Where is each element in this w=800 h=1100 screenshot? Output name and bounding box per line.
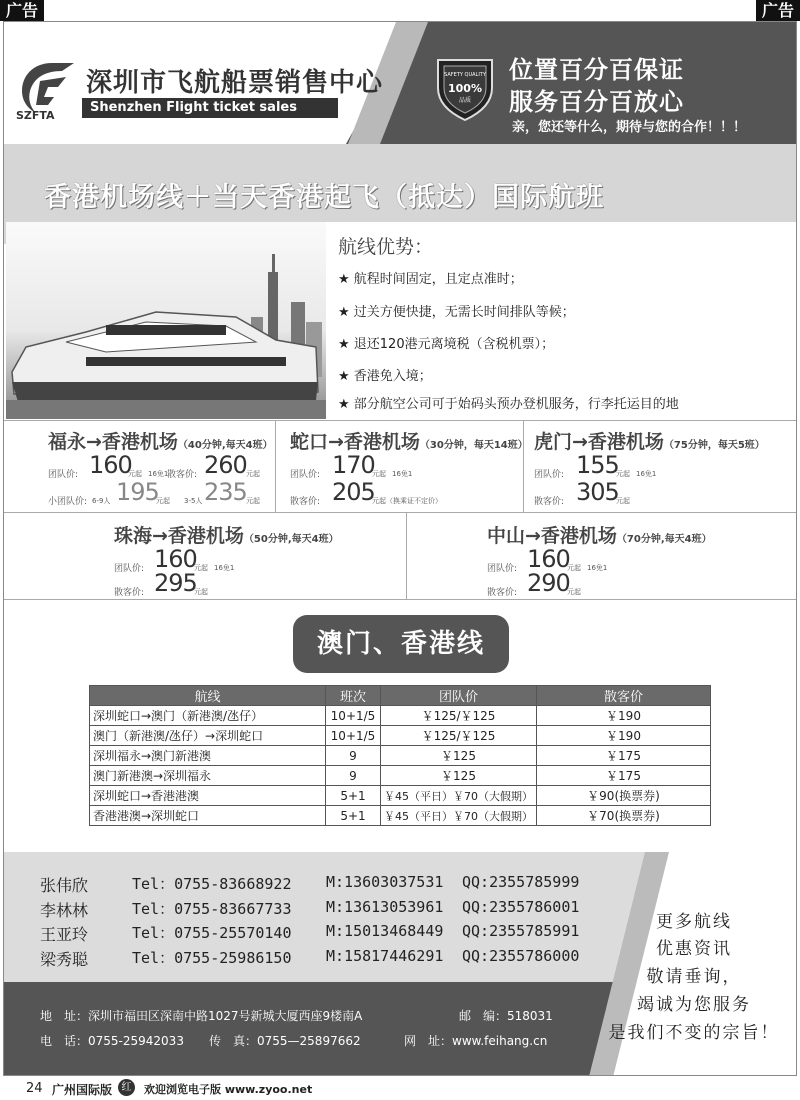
contact-name: 李林林	[40, 901, 89, 920]
price-unit: 元起	[246, 470, 260, 478]
route-card-zhongshan	[407, 513, 796, 599]
cell-sailings: 10+1/5	[326, 706, 381, 726]
cell-individual-price: ￥175	[537, 766, 711, 786]
contact-mobile: M:15817446291	[326, 947, 444, 965]
price-value: 305	[576, 478, 619, 506]
price-extra: 16免1	[148, 470, 169, 478]
advantage-item: ★ 过关方便快捷，无需长时间排队等候；	[338, 305, 575, 320]
logo-text: SZFTA	[16, 109, 55, 121]
cell-sailings: 10+1/5	[326, 726, 381, 746]
more-routes-text: 更多航线	[656, 912, 732, 932]
fax-text: 传 真：0755—25897662	[209, 1034, 361, 1048]
price-label: 小团队价:	[48, 497, 88, 507]
ad-label-left: 广告	[0, 0, 44, 21]
cell-individual-price: ￥190	[537, 706, 711, 726]
price-value: 205	[332, 478, 375, 506]
advantages-title: 航线优势：	[338, 236, 434, 258]
slogan-2: 服务百分百放心	[509, 88, 684, 116]
table-row	[90, 726, 711, 746]
price-unit: 元起	[194, 588, 208, 596]
price-value: 290	[527, 569, 570, 597]
col-header-group-price: 团队价	[381, 686, 537, 706]
table-row	[90, 746, 711, 766]
contact-name: 张伟欣	[40, 876, 89, 895]
route-card-humen	[524, 421, 796, 512]
route-card-fuyong	[4, 421, 276, 512]
cell-route: 深圳蛇口→香港港澳	[90, 786, 326, 806]
contact-qq: QQ:2355786000	[462, 947, 580, 965]
page-footer	[0, 1076, 800, 1100]
price-label: 团队价:	[48, 470, 79, 480]
price-extra: 3-5人	[184, 497, 203, 505]
cell-group-price: ￥45（平日）￥70（大假期）	[381, 806, 537, 826]
discount-info-text: 优惠资讯	[656, 939, 732, 959]
slogan-1: 位置百分百保证	[509, 56, 684, 84]
cell-individual-price: ￥70(换票券)	[537, 806, 711, 826]
edition-logo-icon: 红	[118, 1079, 135, 1096]
cell-individual-price: ￥190	[537, 726, 711, 746]
table-row	[90, 806, 711, 826]
contact-tel: Tel：0755-25986150	[132, 949, 292, 967]
cell-group-price: ￥125/￥125	[381, 706, 537, 726]
promo-text: 欢迎浏览电子版 www.zyoo.net	[144, 1083, 313, 1096]
price-value: 160	[154, 545, 197, 573]
cell-group-price: ￥45（平日）￥70（大假期）	[381, 786, 537, 806]
advert-page	[3, 21, 797, 1076]
price-extra: 16免1	[636, 470, 657, 478]
price-extra: 16免1	[392, 470, 413, 478]
price-unit: 元起	[156, 497, 170, 505]
price-extra: 16免1	[214, 564, 235, 572]
postcode-text: 邮 编：518031	[459, 1009, 553, 1023]
cell-individual-price: ￥175	[537, 746, 711, 766]
contact-mobile: M:15013468449	[326, 922, 444, 940]
cell-group-price: ￥125	[381, 766, 537, 786]
price-value: 235	[204, 478, 247, 506]
price-value: 160	[89, 451, 132, 479]
address-text: 地 址：深圳市福田区深南中路1027号新城大厦西座9楼南A	[40, 1009, 363, 1023]
advantage-item: ★ 香港免入境；	[338, 369, 432, 384]
contact-mobile: M:13603037531	[326, 873, 444, 891]
advantage-item: ★ 退还120港元离境税（含税机票）；	[338, 337, 555, 352]
table-row	[90, 766, 711, 786]
price-unit: 元起（换乘证不定价）	[372, 497, 442, 505]
route-card-zhuhai	[4, 513, 407, 599]
price-unit: 元起	[128, 470, 142, 478]
contact-tel: Tel：0755-83668922	[132, 875, 292, 893]
badge-arc-text: SAFETY QUALITY	[444, 72, 486, 78]
price-label: 团队价:	[114, 564, 145, 574]
price-unit: 元起	[616, 470, 630, 478]
route-title: 蛇口→香港机场（30分钟，每天14班）	[290, 431, 528, 453]
price-unit: 元起	[372, 470, 386, 478]
airport-routes-row-2	[4, 512, 796, 600]
price-label: 散客价:	[167, 470, 198, 480]
price-label: 团队价:	[290, 470, 321, 480]
cell-route: 澳门（新港澳/氹仔）→深圳蛇口	[90, 726, 326, 746]
price-value: 295	[154, 569, 197, 597]
price-unit: 元起	[567, 564, 581, 572]
price-unit: 元起	[246, 497, 260, 505]
page-number: 24	[26, 1081, 43, 1096]
cell-sailings: 5+1	[326, 806, 381, 826]
cell-route: 深圳蛇口→澳门（新港澳/氹仔）	[90, 706, 326, 726]
phone-text: 电 话：0755-25942033	[40, 1034, 184, 1048]
price-label: 散客价:	[114, 588, 145, 598]
cell-group-price: ￥125/￥125	[381, 726, 537, 746]
price-value: 195	[116, 478, 159, 506]
contact-qq: QQ:2355785991	[462, 922, 580, 940]
col-header-sailings: 班次	[326, 686, 381, 706]
cell-sailings: 9	[326, 746, 381, 766]
contact-mobile: M:13613053961	[326, 898, 444, 916]
route-title: 福永→香港机场（40分钟,每天4班）	[48, 431, 273, 453]
company-name-en: Shenzhen Flight ticket sales center	[82, 98, 338, 118]
badge-percent: 100%	[448, 82, 482, 95]
airport-routes-row-1	[4, 420, 796, 512]
company-name-cn: 深圳市飞航船票销售中心	[86, 68, 384, 98]
route-advantages	[326, 222, 796, 419]
cell-sailings: 5+1	[326, 786, 381, 806]
contact-tel: Tel：0755-25570140	[132, 924, 292, 942]
website-text: 网 址：www.feihang.cn	[404, 1034, 548, 1048]
price-label: 散客价:	[534, 497, 565, 507]
table-row	[90, 786, 711, 806]
table-row	[90, 706, 711, 726]
table-header-row	[90, 686, 711, 706]
main-title: 香港机场线＋当天香港起飞（抵达）国际航班	[44, 182, 604, 213]
szfta-logo-icon	[14, 57, 80, 121]
tenet-text: 是我们不变的宗旨！	[608, 1023, 780, 1043]
price-value: 155	[576, 451, 619, 479]
ferry-photo	[6, 222, 326, 419]
edition-name: 广州国际版	[52, 1083, 113, 1097]
fare-table	[89, 685, 711, 826]
route-title: 珠海→香港机场（50分钟,每天4班）	[114, 525, 339, 547]
price-unit: 元起	[194, 564, 208, 572]
price-extra: 6-9人	[92, 497, 111, 505]
cell-individual-price: ￥90(换票券)	[537, 786, 711, 806]
cell-route: 香港港澳→深圳蛇口	[90, 806, 326, 826]
col-header-route: 航线	[90, 686, 326, 706]
price-value: 160	[527, 545, 570, 573]
contact-tel: Tel：0755-83667733	[132, 900, 292, 918]
advantage-item: ★ 航程时间固定，且定点准时；	[338, 272, 523, 287]
header	[4, 22, 796, 144]
cell-group-price: ￥125	[381, 746, 537, 766]
slogan-sub: 亲，您还等什么，期待与您的合作！！！	[512, 120, 747, 135]
route-title: 中山→香港机场（70分钟,每天4班）	[487, 525, 712, 547]
price-label: 团队价:	[534, 470, 565, 480]
service-text: 竭诚为您服务	[637, 995, 751, 1015]
quality-shield-icon	[434, 54, 496, 122]
price-value: 170	[332, 451, 375, 479]
ad-label-right: 广告	[756, 0, 800, 21]
contact-qq: QQ:2355785999	[462, 873, 580, 891]
price-label: 团队价:	[487, 564, 518, 574]
cell-sailings: 9	[326, 766, 381, 786]
cell-route: 深圳福永→澳门新港澳	[90, 746, 326, 766]
price-label: 散客价:	[487, 588, 518, 598]
cell-route: 澳门新港澳→深圳福永	[90, 766, 326, 786]
route-card-shekou	[276, 421, 528, 512]
badge-sub: 品质	[458, 97, 472, 104]
price-unit: 元起	[616, 497, 630, 505]
price-unit: 元起	[567, 588, 581, 596]
inquiry-text: 敬请垂询，	[646, 967, 742, 987]
advantage-item: ★ 部分航空公司可于始码头预办登机服务，行李托运目的地	[338, 397, 679, 412]
contact-name: 梁秀聪	[40, 950, 89, 969]
price-label: 散客价:	[290, 497, 321, 507]
price-extra: 16免1	[587, 564, 608, 572]
route-title: 虎门→香港机场（75分钟，每天5班）	[534, 431, 765, 453]
col-header-individual-price: 散客价	[537, 686, 711, 706]
contact-name: 王亚玲	[40, 925, 89, 944]
section-title-macau-hk: 澳门、香港线	[293, 615, 509, 673]
price-value: 260	[204, 451, 247, 479]
ferry-skyline-image	[6, 222, 326, 419]
contact-qq: QQ:2355786001	[462, 898, 580, 916]
